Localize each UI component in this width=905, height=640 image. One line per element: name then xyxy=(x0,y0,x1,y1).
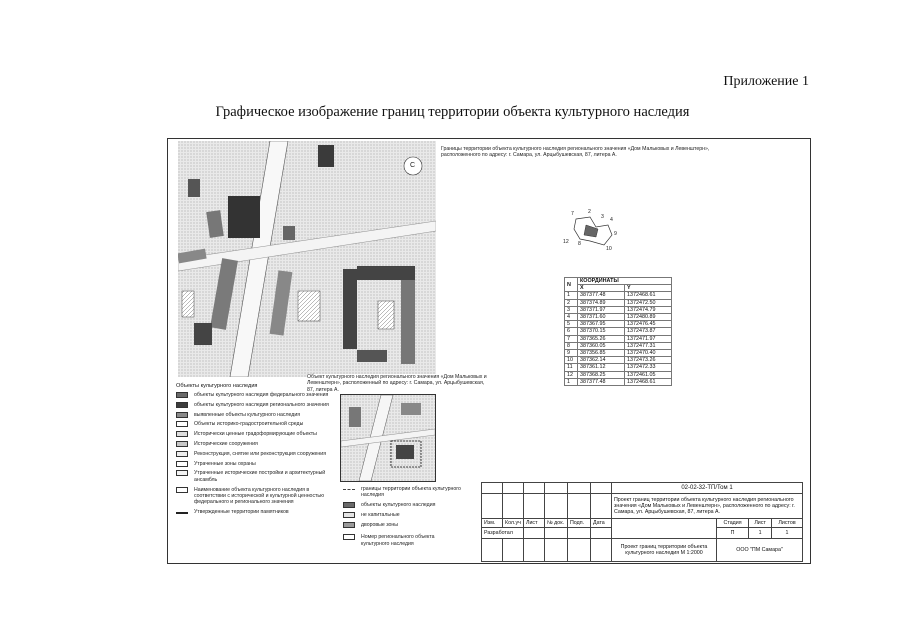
coord-cell-num: 6 xyxy=(565,328,578,335)
point-label: 10 xyxy=(606,246,612,252)
point-label: 7 xyxy=(571,211,574,217)
coord-cell-x: 387367.95 xyxy=(578,321,625,328)
coord-row xyxy=(565,378,672,385)
col-header: Лист xyxy=(524,519,545,528)
coord-cell-y: 1372476.45 xyxy=(625,321,672,328)
legend-item xyxy=(343,522,463,528)
legend-item xyxy=(176,402,334,408)
coord-row xyxy=(565,350,672,357)
coord-cell-y: 1372468.61 xyxy=(625,292,672,299)
coord-cell-num: 10 xyxy=(565,357,578,364)
coord-cell-y: 1372480.89 xyxy=(625,314,672,321)
legend-swatch xyxy=(176,487,188,493)
coord-row xyxy=(565,335,672,342)
legend-swatch xyxy=(176,412,188,418)
coord-cell-num: 3 xyxy=(565,306,578,313)
stage-value: 1 xyxy=(772,528,803,539)
point-label: 3 xyxy=(601,214,604,220)
legend-label: дворовые зоны xyxy=(361,521,398,528)
coord-cell-x: 387371.97 xyxy=(578,306,625,313)
coord-cell-x: 387356.85 xyxy=(578,350,625,357)
coord-cell-x: 387370.15 xyxy=(578,328,625,335)
coord-cell-x: 387368.25 xyxy=(578,371,625,378)
legend-label: объекты культурного наследия регионального значения xyxy=(194,401,329,408)
legend-label: выявленные объекты культурного наследия xyxy=(194,411,301,418)
legend-swatch xyxy=(176,461,188,467)
legend-swatch xyxy=(176,421,188,427)
coord-cell-num: 2 xyxy=(565,299,578,306)
coord-row xyxy=(565,328,672,335)
coord-cell-y: 1372470.40 xyxy=(625,350,672,357)
legend-item xyxy=(176,470,334,483)
point-label: 9 xyxy=(614,231,617,237)
legend-item xyxy=(343,502,463,508)
coord-cell-x: 387371.60 xyxy=(578,314,625,321)
coord-cell-y: 1372472.33 xyxy=(625,364,672,371)
coordinates-table xyxy=(564,277,672,386)
coord-header-x: X xyxy=(578,285,625,292)
coord-cell-num: 7 xyxy=(565,335,578,342)
document-code: 02-02-32-ТП/Том 1 xyxy=(612,483,803,494)
legend-label: объекты культурного наследия xyxy=(361,502,436,509)
stage-header: Листов xyxy=(772,519,803,528)
legend-swatch xyxy=(176,402,188,408)
north-mark: С xyxy=(410,162,416,169)
legend-item xyxy=(343,512,463,518)
boundary-scheme xyxy=(560,205,630,257)
point-label: 8 xyxy=(578,241,581,247)
site-map xyxy=(178,141,436,377)
col-header: Изм. xyxy=(482,519,503,528)
stage-value: 1 xyxy=(749,528,772,539)
legend-label: Реконструкция, снятие или реконструкция сооружения xyxy=(194,450,326,457)
col-header: № док. xyxy=(545,519,568,528)
legend-label: Исторически ценные градоформирующие объекты xyxy=(194,431,317,438)
coord-cell-x: 387362.14 xyxy=(578,357,625,364)
legend-label: границы территории объекта культурного наследия xyxy=(361,486,461,499)
coord-cell-x: 387377.48 xyxy=(578,292,625,299)
coord-cell-x: 387377.48 xyxy=(578,378,625,385)
coord-header-title: КООРДИНАТЫ xyxy=(578,278,672,285)
point-label: 12 xyxy=(563,239,569,245)
inset-legend xyxy=(343,486,463,550)
legend-swatch xyxy=(176,392,188,398)
coord-cell-x: 387360.05 xyxy=(578,342,625,349)
coord-cell-num: 8 xyxy=(565,342,578,349)
coord-header-y: Y xyxy=(625,285,672,292)
legend-swatch xyxy=(343,522,355,528)
legend-item xyxy=(176,451,334,457)
legend-item xyxy=(176,421,334,427)
legend-label: Исторические сооружения xyxy=(194,440,258,447)
coord-cell-y: 1372472.50 xyxy=(625,299,672,306)
object-caption: Объект культурного наследия регионального значения «Дом Мальковых и Левенштерн», расположенный по адресу: г. Самара, ул. Арцыбушевская, 87, литера А. xyxy=(307,374,492,393)
legend-label: не капитальные xyxy=(361,512,400,518)
coord-cell-y: 1372474.79 xyxy=(625,306,672,313)
legend-item xyxy=(176,431,334,437)
title-block xyxy=(481,482,803,562)
legend-item xyxy=(343,486,463,499)
legend-swatch xyxy=(176,512,188,514)
coord-cell-x: 387374.89 xyxy=(578,299,625,306)
legend-swatch xyxy=(176,451,188,457)
organization: ООО "ПМ Самара" xyxy=(717,539,803,562)
boundary-caption: Границы территории объекта культурного наследия регионального значения «Дом Мальковых и Левенштерн», расположенного по адресу: г. Самара, ул. Арцыбушевская, 87, литера А. xyxy=(441,146,710,159)
coord-cell-x: 387361.12 xyxy=(578,364,625,371)
point-label: 4 xyxy=(610,217,613,223)
legend-label: Объекты историко-градостроительной среды xyxy=(194,421,304,428)
stage-value: П xyxy=(717,528,749,539)
coord-row xyxy=(565,357,672,364)
legend-swatch xyxy=(343,489,355,490)
coord-row xyxy=(565,342,672,349)
legend-item xyxy=(176,461,334,467)
legend-label: Номер регионального объекта культурного наследия xyxy=(361,534,435,547)
project-description: Проект границ территории объекта культурного наследия регионального значения «Дом Мальковых и Левенштерн», расположенного по адресу: г. Самара, ул. Арцыбушевская, 87, литера А. xyxy=(612,494,803,519)
coord-cell-num: 1 xyxy=(565,378,578,385)
coord-header-n: N xyxy=(565,278,578,292)
coord-cell-num: 9 xyxy=(565,350,578,357)
legend-swatch xyxy=(343,534,355,540)
legend-item xyxy=(176,412,334,418)
col-header: Кол.уч xyxy=(503,519,524,528)
col-header: Подп. xyxy=(568,519,591,528)
coord-cell-x: 387365.26 xyxy=(578,335,625,342)
stage-header: Стадия xyxy=(717,519,749,528)
legend-swatch xyxy=(176,441,188,447)
developer-label: Разработал xyxy=(482,528,524,539)
legend-item xyxy=(176,441,334,447)
coord-cell-num: 11 xyxy=(565,364,578,371)
stage-header: Лист xyxy=(749,519,772,528)
coord-cell-num: 5 xyxy=(565,321,578,328)
legend-swatch xyxy=(176,470,188,476)
coord-cell-y: 1372468.61 xyxy=(625,378,672,385)
col-header: Дата xyxy=(591,519,612,528)
coord-cell-y: 1372473.87 xyxy=(625,328,672,335)
legend-item xyxy=(343,534,463,547)
legend-item xyxy=(176,509,334,515)
legend-item xyxy=(176,392,334,398)
page-title: Графическое изображение границ территории объекта культурного наследия xyxy=(215,104,690,120)
legend-label: Утвержденные территории памятников xyxy=(194,509,289,516)
coord-cell-y: 1372477.31 xyxy=(625,342,672,349)
coord-cell-y: 1372461.05 xyxy=(625,371,672,378)
coord-cell-num: 1 xyxy=(565,292,578,299)
legend-label: объекты культурного наследия федерального значения xyxy=(194,392,329,398)
point-label: 2 xyxy=(588,209,591,215)
coord-row xyxy=(565,299,672,306)
coord-row xyxy=(565,292,672,299)
coord-row xyxy=(565,364,672,371)
legend-swatch xyxy=(343,502,355,508)
appendix-label: Приложение 1 xyxy=(723,74,809,89)
coord-row xyxy=(565,371,672,378)
sheet-title: Проект границ территории объекта культурного наследия М 1:2000 xyxy=(612,539,717,562)
coord-row xyxy=(565,314,672,321)
coord-row xyxy=(565,306,672,313)
coord-cell-y: 1372471.97 xyxy=(625,335,672,342)
coord-cell-num: 12 xyxy=(565,371,578,378)
inset-map xyxy=(340,394,436,482)
legend-heading: Объекты культурного наследия xyxy=(176,383,258,389)
legend-label: Наименование объекта культурного наследия в соответствии с исторической и культурной ценностью федерального и регионального значения xyxy=(194,486,325,506)
coord-row xyxy=(565,321,672,328)
legend-item xyxy=(176,487,334,506)
legend-swatch xyxy=(343,512,355,518)
legend-label: Утраченные зоны охраны xyxy=(194,460,256,467)
legend-label: Утраченные исторические постройки и архитектурный ансамбль xyxy=(194,470,326,483)
map-legend xyxy=(176,383,334,519)
coord-cell-y: 1372473.26 xyxy=(625,357,672,364)
legend-swatch xyxy=(176,431,188,437)
coord-cell-num: 4 xyxy=(565,314,578,321)
